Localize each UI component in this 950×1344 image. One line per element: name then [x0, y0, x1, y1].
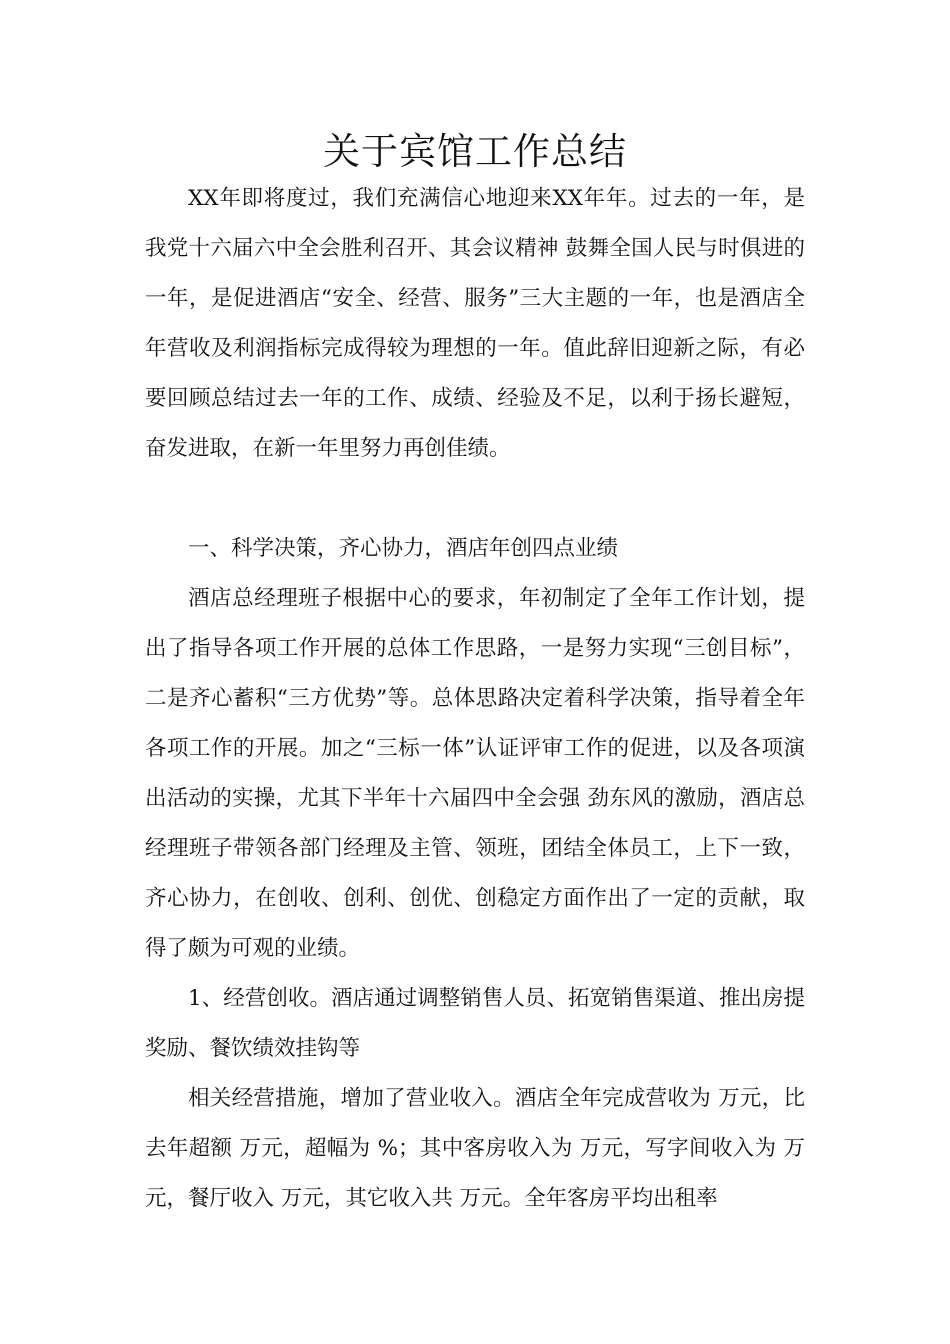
section-1-block — [145, 524, 805, 1224]
section-heading: 一、科学决策，齐心协力，酒店年创四点业绩 — [188, 536, 619, 561]
list-item-paragraph: 1、经营创收。酒店通过调整销售人员、拓宽销售渠道、推出房提奖励、餐饮绩效挂钩等 — [145, 986, 805, 1061]
body-paragraph: 相关经营措施，增加了营业收入。酒店全年完成营收为 万元，比去年超额 万元，超幅为 %；其中客房收入为 万元，写字间收入为 万元，餐厅收入 万元，其它收入共 万元。全年客房平均出租率 — [145, 1086, 805, 1211]
body-paragraph: 酒店总经理班子根据中心的要求，年初制定了全年工作计划，提出了指导各项工作开展的总体工作思路，一是努力实现“三创目标”， 二是齐心蓄积“三方优势”等。总体思路决定着科学决策，指导着全年各项工作的开展。加之“三标一体”认证评审工作的促进，以及各项演出活动的实操，尤其下半年十六届四中全会强 劲东风的激励，酒店总经理班子带领各部门经理及主管、领班，团结全体员工，上下一致，齐心协力，在创收、创利、创优、创稳定方面作出了一定的贡献，取得了颇为可观的业绩。 — [145, 586, 805, 961]
intro-block — [145, 174, 805, 474]
intro-paragraph: XX年即将度过，我们充满信心地迎来XX年年。过去的一年，是我党十六届六中全会胜利召开、其会议精神 鼓舞全国人民与时俱进的一年，是促进酒店“安全、经营、服务”三大主题的一年，也是酒店全年营收及利润指标完成得较为理想的一年。值此辞旧迎新之际，有必要回顾总结过去一年的工作、成绩、经验及不足，以利于扬长避短，奋发进取，在新一年里努力再创佳绩。 — [145, 186, 805, 461]
document-title: 关于宾馆工作总结 — [323, 130, 627, 173]
